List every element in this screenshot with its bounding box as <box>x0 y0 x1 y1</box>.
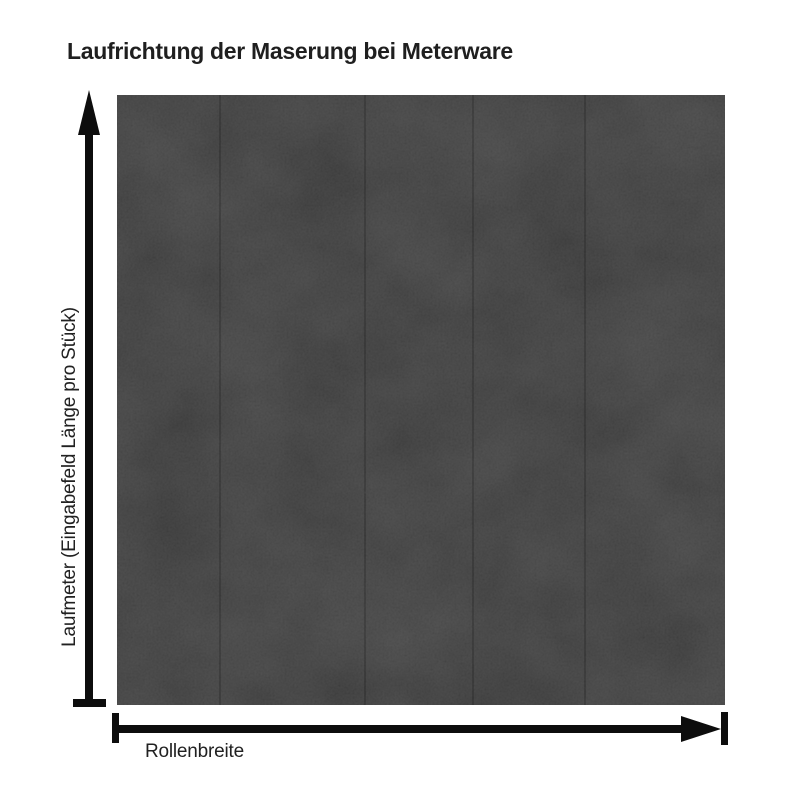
horizontal-axis-label: Rollenbreite <box>145 741 244 762</box>
vertical-arrow-shaft <box>85 128 93 703</box>
horizontal-arrow-end-cap <box>721 712 728 745</box>
material-texture-image <box>117 95 725 705</box>
right-arrowhead-icon <box>681 716 721 742</box>
concrete-texture <box>117 95 725 705</box>
page-title: Laufrichtung der Maserung bei Meterware <box>67 38 513 64</box>
vertical-axis-label: Laufmeter (Eingabefeld Länge pro Stück) <box>59 307 80 647</box>
horizontal-arrow-shaft <box>115 725 685 733</box>
vertical-arrow-base-cap <box>73 699 106 707</box>
